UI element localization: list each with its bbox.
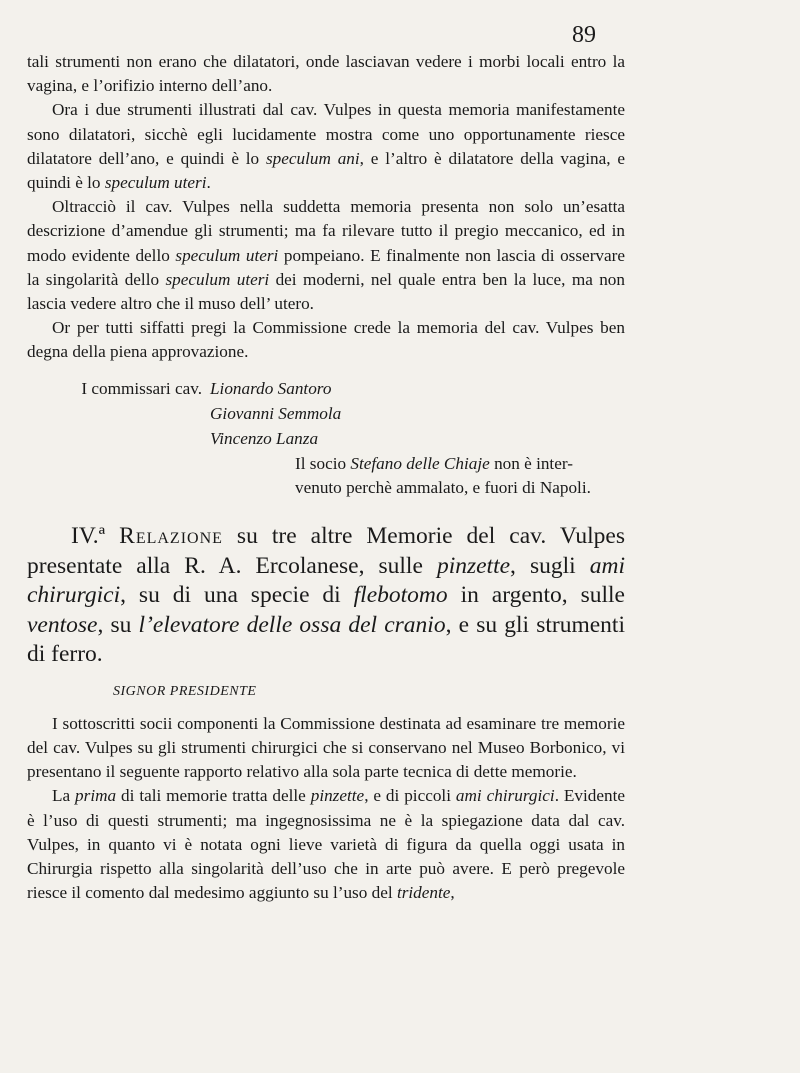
text-run: , e su gli strumenti di ferro. (27, 611, 625, 668)
italic-term: flebotomo (353, 582, 448, 609)
text-run: Or per tutti siffatti pregi la Commissione crede la memoria del cav. Vulpes ben degna della piena approvazione. (27, 318, 625, 362)
bottom-paragraphs (27, 712, 625, 906)
paragraph (27, 784, 625, 905)
signature-name: Lionardo Santoro (210, 378, 332, 398)
text-run: La (52, 786, 76, 806)
italic-term: l’elevatore delle ossa del cranio (138, 611, 446, 638)
paragraph (27, 195, 625, 316)
text-run: Ora i due strumenti illustrati dal cav. Vulpes in questa memoria manifestamente sono dilatatori, sicchè egli lucidamente mostra come uno opportunamente riesce dilatatore dell’ano, e quindi è lo (27, 100, 625, 168)
paragraph (27, 316, 625, 364)
signature-block (27, 377, 625, 500)
text-run: dei moderni, nel quale entra ben la luce, ma non lascia vedere altro che il muso dell’ utero. (27, 269, 625, 314)
italic-term: speculum uteri (165, 269, 270, 289)
italic-term: speculum ani (265, 148, 360, 168)
heading-label: Relazione (119, 523, 223, 550)
text-run: tali strumenti non erano che dilatatori, onde lasciavan vedere i morbi locali entro la vagina, e l’orifizio interno dell’ano. (27, 52, 625, 96)
signature-prefix: I commissari cav. (81, 378, 202, 398)
text-run: , e l’altro è dilatatore della vagina, e quindi è lo (27, 148, 625, 193)
text-run: . (206, 173, 211, 193)
top-paragraphs (27, 50, 625, 365)
socio-name: Stefano delle Chiaje (350, 453, 490, 473)
section-heading (27, 522, 625, 670)
text-run: su tre altre Memorie del cav. Vulpes presentate alla R. A. Ercolanese, sulle (27, 523, 625, 579)
salutation: SIGNOR PRESIDENTE (113, 683, 257, 699)
page-number: 89 (572, 22, 596, 48)
heading-numeral: IV.ª (71, 523, 106, 550)
italic-term: speculum uteri (104, 173, 207, 193)
text-run: di tali memorie tratta delle (116, 786, 311, 806)
signature-name: Giovanni Semmola (210, 403, 342, 423)
heading-text (27, 523, 625, 667)
text-run: pompeiano. E finalmente non lascia di osservare la singolarità dello (27, 245, 625, 289)
italic-term: tridente (396, 883, 451, 903)
italic-term: pinzette (436, 552, 511, 579)
text-run: , su di una specie di (120, 582, 354, 609)
text-run: , sugli (510, 552, 590, 579)
text-run: , e di piccoli (364, 786, 456, 806)
text-run: , su (97, 611, 139, 638)
text-run: in argento, sulle (447, 582, 625, 609)
text-run: Oltracciò il cav. Vulpes nella suddetta memoria presenta non solo un’esatta descrizione d’amendue gli strumenti; ma fa rilevare tutto il pregio meccanico, ed in modo evidente dello (27, 197, 625, 265)
italic-term: ventose (27, 611, 98, 638)
italic-term: ami chirurgici (455, 786, 555, 806)
text-run: , (450, 883, 455, 903)
paragraph (27, 50, 625, 98)
text-run: I sottoscritti socii componenti la Commissione destinata ad esaminare tre memorie del cav. Vulpes su gli strumenti chirurgici che si conservano nel Museo Borbonico, vi presentano il seguente rapporto relativo alla sola parte tecnica di dette memorie. (27, 713, 625, 782)
italic-term: prima (75, 786, 117, 806)
italic-term: ami chirurgici (27, 552, 625, 609)
text-body (27, 50, 625, 905)
socio-note: Il socio Stefano delle Chiaje non è inter- venuto perchè ammalato, e fuori di Napoli. (295, 453, 591, 497)
paragraph (27, 98, 625, 195)
italic-term: speculum uteri (175, 245, 279, 265)
text-run: . Evidente è l’uso di questi strumenti; ma ingegnosissima ne è la spiegazione data dal cav. Vulpes, in quanto vi è notata ogni lieve varietà di figura da quella oggi usata in Chirurgia rispetto alla singolarità dell’uso che in arte può avere. E però pregevole riesce il comento dal medesimo aggiunto su l’uso del (27, 786, 625, 903)
signature-name: Vincenzo Lanza (210, 428, 319, 448)
paragraph (27, 712, 625, 785)
italic-term: pinzette (310, 786, 365, 806)
